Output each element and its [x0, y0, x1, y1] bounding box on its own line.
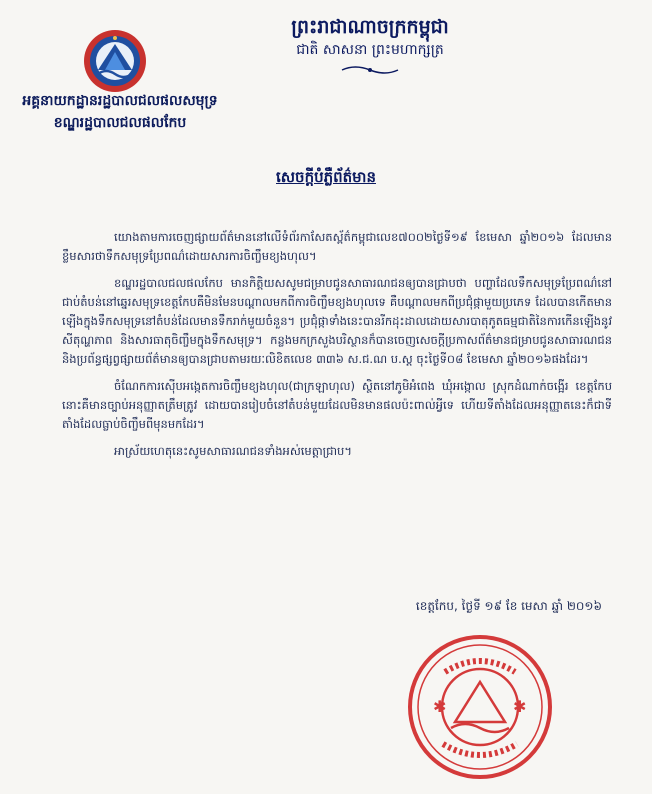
document-title: សេចក្តីបំភ្លឺព័ត៌មាន — [276, 168, 376, 186]
org-line-2: ខណ្ឌរដ្ឋបាលជលផលកែប — [53, 115, 187, 131]
paragraph-3: ចំណែកការស៊ើបអង្កេតការចិញ្ចឹមខ្យងហុល(ជាក្រឡាហុល) ស្ថិតនៅភូមិអំពេង ឃុំអង្កោល ស្រុកដំណាក់ចង្អើរ ខេត្តកែបនោះគឺមានច្បាប់អនុញ្ញាតត្រឹមត្រូវ ដោយបានរៀបចំនៅតំបន់មួយដែលមិនមានផលប៉ះពាល់អ្វីទេ ហើយទីតាំងដែលអនុញ្ញាតនេះក៏ជាទីតាំងដែលធ្លាប់ចិញ្ចឹមពីមុនមកដែរ។ — [62, 379, 612, 431]
paragraph-4: អាស្រ័យហេតុនេះសូមសាធារណជនទាំងអស់មេត្តាជ្រាប។ — [114, 444, 352, 458]
kingdom-header — [260, 14, 480, 60]
org-line-1: អគ្គនាយកដ្ឋានរដ្ឋបាលជលផលសមុទ្រ — [22, 93, 218, 109]
document-body — [62, 228, 612, 469]
official-seal-icon — [405, 632, 555, 782]
dateline: ខេត្តកែប, ថ្ងៃទី ១៩ ខែ មេសា ឆ្នាំ ២០១៦ — [415, 599, 602, 613]
national-motto: ជាតិ សាសនា ព្រះមហាក្សត្រ — [296, 42, 444, 58]
ornament-icon — [340, 64, 400, 76]
kingdom-title: ព្រះរាជាណាចក្រកម្ពុជា — [291, 16, 449, 38]
paragraph-2: ខណ្ឌរដ្ឋបាលជលផលកែប មានកិត្តិយសសូមជម្រាបជូនសាធារណជនឲ្យបានជ្រាបថា បញ្ហាដែលទឹកសមុទ្រប្រែពណ៌នៅជាប់តំបន់នៅឆ្នេរសមុទ្រខេត្តកែបគឺមិនមែនបណ្តាលមកពីការចិញ្ចឹមខ្យងហុលទេ គឺបណ្តាលមកពីប្រជុំផ្កាមួយប្រភេទ ដែលបានកើតមានឡើងក្នុងទឹកសមុទ្រនៅតំបន់ដែលមានទឹករាក់មួយចំនួន។ ប្រជុំផ្កាទាំងនេះបានរីកដុះដាលដោយសារបាតុភូតធម្មជាតិនៃការកើនឡើងនូវសីតុណ្ហភាព និងសារធាតុចិញ្ចឹមក្នុងទឹកសមុទ្រ។ កន្លងមកក្រសួងបរិស្ថានក៏បានចេញសេចក្តីប្រកាសព័ត៌មានជម្រាបជូនសាធារណជន និងប្រព័ន្ធផ្សព្វផ្សាយព័ត៌មានឲ្យបានជ្រាបតាមរយៈលិខិតលេខ ៣៣៦ ស.ជ.ណ ប.ស្ត ចុះថ្ងៃទី០៨ ខែមេសា ឆ្នាំ២០១៦ផងដែរ។ — [62, 276, 612, 366]
svg-text:✱: ✱ — [433, 697, 447, 716]
organization-name — [0, 90, 240, 134]
svg-text:✱: ✱ — [513, 697, 527, 716]
fisheries-logo-icon — [82, 28, 148, 94]
paragraph-1: យោងតាមការចេញផ្សាយព័ត៌មាននៅលើទំព័រកាសែតស្ព័ត៌កម្ពុជាលេខ៧០០២ថ្ងៃទី១៩ ខែមេសា ឆ្នាំ២០១៦ ដែលមានខ្លឹមសារថាទឹកសមុទ្រប្រែពណ៌ដោយសារការចិញ្ចឹមខ្យងហុល។ — [62, 230, 612, 263]
